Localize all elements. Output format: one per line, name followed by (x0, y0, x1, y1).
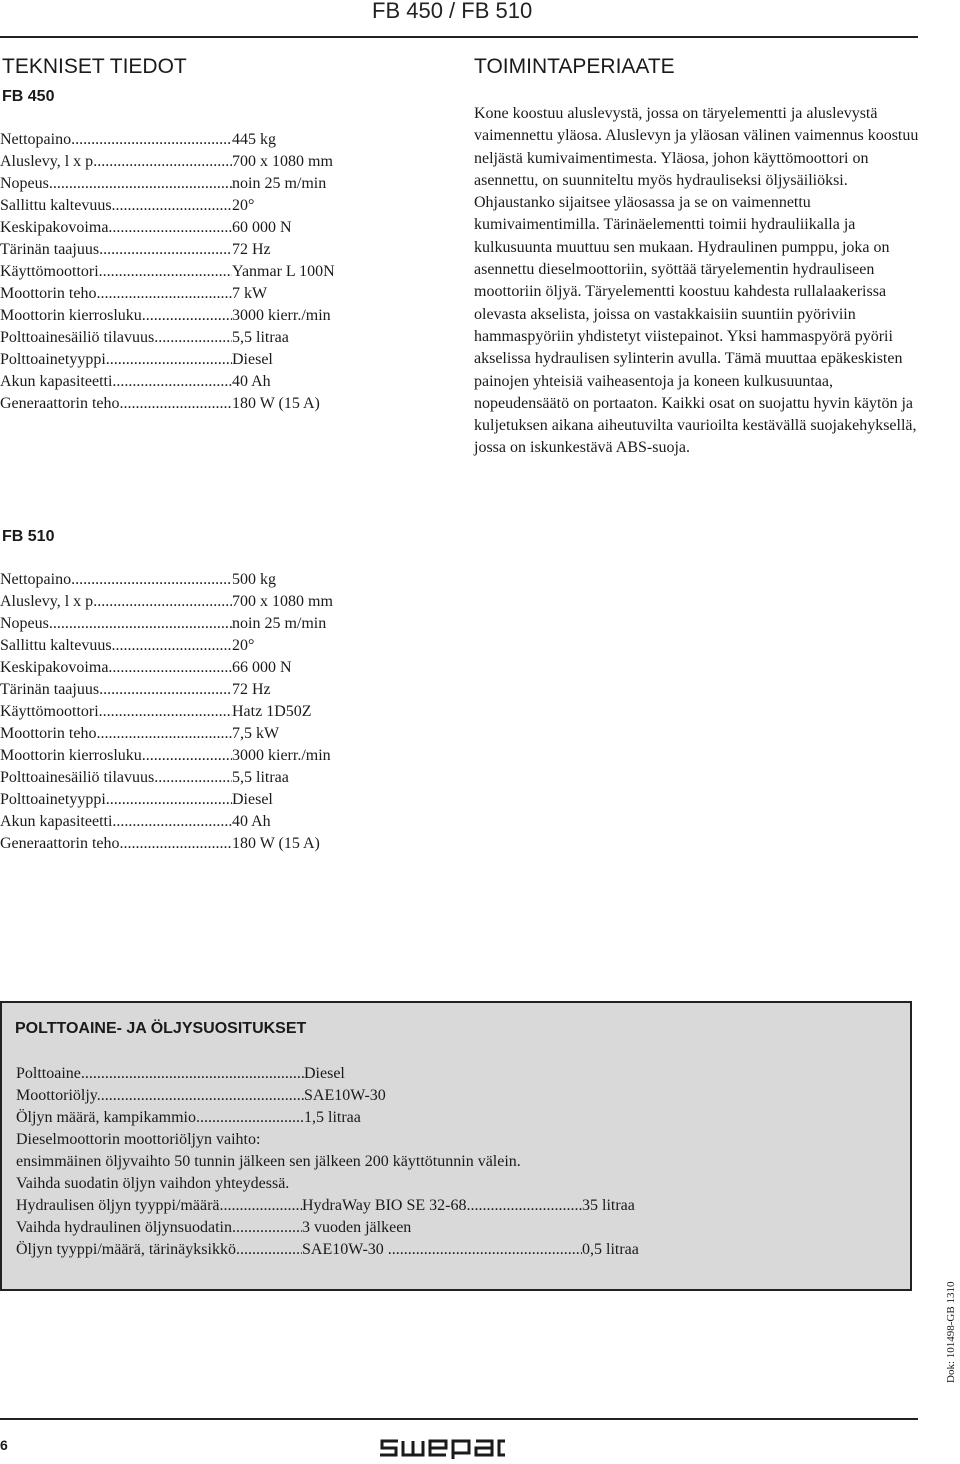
spec-value: 700 x 1080 mm (232, 593, 333, 610)
spec-row (0, 305, 335, 327)
fuel-label: Öljyn määrä, kampikammio ..... (16, 1107, 304, 1129)
footer-rule (0, 1418, 918, 1420)
spec-value: noin 25 m/min (232, 175, 327, 192)
fuel-row (16, 1063, 639, 1085)
spec-value: 66 000 N (232, 659, 292, 676)
spec-row (0, 635, 333, 657)
fuel-label: Hydraulisen öljyn tyyppi/määrä ..... (16, 1195, 302, 1217)
spec-label: Käyttömoottori ..... (0, 701, 232, 723)
spec-label: Generaattorin teho ..... (0, 833, 232, 855)
spec-label: Keskipakovoima ..... (0, 657, 232, 679)
spec-row (0, 239, 335, 261)
spec-label: Polttoainesäiliö tilavuus ..... (0, 327, 232, 349)
spec-value: Yanmar L 100N (232, 263, 335, 280)
spec-label: Moottorin kierrosluku ..... (0, 305, 232, 327)
swepac-logo (378, 1437, 506, 1464)
spec-row (0, 613, 333, 635)
swepac-logo-mark (378, 1437, 506, 1459)
fuel-row (16, 1129, 639, 1151)
spec-row (0, 789, 333, 811)
fb450-spec-list (0, 129, 335, 415)
spec-value: 5,5 litraa (232, 329, 289, 346)
spec-row (0, 261, 335, 283)
spec-value: 445 kg (232, 131, 276, 148)
spec-label: Moottorin teho ..... (0, 723, 232, 745)
fuel-type: SAE10W-30 ..... (302, 1239, 582, 1261)
fuel-value: 0,5 litraa (582, 1241, 639, 1258)
tech-heading: TEKNISET TIEDOT (2, 55, 187, 78)
fuel-row (16, 1085, 639, 1107)
document-id: Dok: 101498-GB 1310 (945, 1281, 957, 1383)
spec-value: 20° (232, 637, 255, 654)
fuel-value: Diesel (304, 1065, 345, 1082)
spec-label: Moottorin kierrosluku ..... (0, 745, 232, 767)
spec-row (0, 371, 335, 393)
spec-value: 20° (232, 197, 255, 214)
spec-row (0, 833, 333, 855)
spec-value: Hatz 1D50Z (232, 703, 312, 720)
fuel-text: ensimmäinen öljyvaihto 50 tunnin jälkeen sen jälkeen 200 käyttötunnin välein. (16, 1153, 521, 1170)
spec-label: Nettopaino ..... (0, 129, 232, 151)
spec-label: Tärinän taajuus ..... (0, 679, 232, 701)
spec-value: 180 W (15 A) (232, 835, 320, 852)
spec-label: Moottorin teho ..... (0, 283, 232, 305)
principle-heading: TOIMINTAPERIAATE (474, 55, 675, 78)
spec-row (0, 151, 335, 173)
fuel-row (16, 1107, 639, 1129)
spec-row (0, 283, 335, 305)
spec-label: Sallittu kaltevuus ..... (0, 635, 232, 657)
spec-value: 3000 kierr./min (232, 307, 331, 324)
spec-label: Akun kapasiteetti ..... (0, 811, 232, 833)
fuel-row (16, 1195, 639, 1217)
fuel-label: Polttoaine ..... (16, 1063, 304, 1085)
fb510-spec-list (0, 569, 333, 855)
spec-value: 40 Ah (232, 813, 271, 830)
spec-label: Nettopaino ..... (0, 569, 232, 591)
fb450-heading: FB 450 (2, 88, 55, 105)
fuel-type: HydraWay BIO SE 32-68 ..... (302, 1195, 582, 1217)
spec-row (0, 129, 335, 151)
spec-label: Polttoainetyyppi ..... (0, 789, 232, 811)
fuel-value: SAE10W-30 (304, 1087, 386, 1104)
fuel-value: 1,5 litraa (304, 1109, 361, 1126)
fuel-row (16, 1173, 639, 1195)
fuel-label: Vaihda hydraulinen öljynsuodatin ..... (16, 1217, 302, 1239)
spec-label: Käyttömoottori ..... (0, 261, 232, 283)
fuel-label: Öljyn tyyppi/määrä, tärinäyksikkö ..... (16, 1239, 302, 1261)
fuel-heading: POLTTOAINE- JA ÖLJYSUOSITUKSET (15, 1020, 307, 1037)
spec-label: Generaattorin teho ..... (0, 393, 232, 415)
fuel-text: Vaihda suodatin öljyn vaihdon yhteydessä. (16, 1175, 290, 1192)
fuel-text: Dieselmoottorin moottoriöljyn vaihto: (16, 1131, 261, 1148)
spec-value: 500 kg (232, 571, 276, 588)
spec-value: 3000 kierr./min (232, 747, 331, 764)
fuel-value: 35 litraa (582, 1197, 635, 1214)
spec-row (0, 327, 335, 349)
spec-row (0, 811, 333, 833)
spec-value: Diesel (232, 351, 273, 368)
spec-row (0, 767, 333, 789)
principle-paragraph: Kone koostuu aluslevystä, jossa on täryelementti ja aluslevystä vaimennettu yläosa. Aluslevyn ja yläosan välinen vaimennus koostuu neljästä kumivaimentimesta. Yläosa, johon käyttömoottori on asennettu, on suunniteltu myös hydrauliseksi öljysäiliöksi. Ohjaustanko sijaitsee yläosassa ja se on vaimennettu kumivaimentimilla. Tärinäelementti toimii hydrauliikalla ja kulkusuunta muuttuu sen mukaan. Hydraulinen pumppu, joka on asennettu dieselmoottoriin, syöttää täryelementin hydrauliseen moottoriin öljyä. Täryelementti koostuu kahdesta rullalaakerissa olevasta akselista, joissa on vastakkaisiin suuntiin pyöriviin hammaspyöriin yhdistetyt viistepainot. Yksi hammaspyörä pyörii akselissa hydraulisen sylinterin avulla. Tämä muuttaa epäkeskisten painojen yhteisiä vaiheasentoja ja koneen kulkusuuntaa, nopeudensäätö on portaaton. Kaikki osat on suojattu hyvin käytön ja kuljetuksen aikana aiheutuvilta vaurioilta kestävällä suojakehyksellä, jossa on iskunkestävä ABS-suoja. (474, 105, 919, 457)
spec-row (0, 195, 335, 217)
spec-row (0, 349, 335, 371)
spec-row (0, 591, 333, 613)
spec-row (0, 217, 335, 239)
spec-row (0, 701, 333, 723)
spec-label: Nopeus ..... (0, 173, 232, 195)
spec-row (0, 679, 333, 701)
spec-value: 72 Hz (232, 241, 271, 258)
header-rule (0, 36, 918, 38)
spec-label: Polttoainetyyppi ..... (0, 349, 232, 371)
fuel-value: 3 vuoden jälkeen (302, 1219, 412, 1236)
spec-row (0, 173, 335, 195)
spec-value: 5,5 litraa (232, 769, 289, 786)
spec-row (0, 657, 333, 679)
spec-label: Keskipakovoima ..... (0, 217, 232, 239)
spec-row (0, 745, 333, 767)
spec-label: Akun kapasiteetti ..... (0, 371, 232, 393)
spec-label: Nopeus ..... (0, 613, 232, 635)
spec-value: 180 W (15 A) (232, 395, 320, 412)
spec-value: 72 Hz (232, 681, 271, 698)
fuel-label: Moottoriöljy ..... (16, 1085, 304, 1107)
spec-label: Aluslevy, l x p ..... (0, 151, 232, 173)
spec-label: Tärinän taajuus ..... (0, 239, 232, 261)
principle-text (474, 103, 924, 460)
spec-value: 40 Ah (232, 373, 271, 390)
spec-row (0, 723, 333, 745)
spec-label: Sallittu kaltevuus ..... (0, 195, 232, 217)
spec-value: 700 x 1080 mm (232, 153, 333, 170)
fuel-list (16, 1063, 639, 1261)
spec-value: 7,5 kW (232, 725, 280, 742)
page-number: 6 (0, 1437, 8, 1453)
fb510-heading: FB 510 (2, 528, 55, 545)
spec-row (0, 393, 335, 415)
spec-value: 60 000 N (232, 219, 292, 236)
fuel-row (16, 1239, 639, 1261)
spec-value: 7 kW (232, 285, 268, 302)
spec-value: noin 25 m/min (232, 615, 327, 632)
spec-label: Polttoainesäiliö tilavuus ..... (0, 767, 232, 789)
spec-value: Diesel (232, 791, 273, 808)
spec-row (0, 569, 333, 591)
spec-label: Aluslevy, l x p ..... (0, 591, 232, 613)
page-header-title: FB 450 / FB 510 (372, 0, 533, 23)
fuel-row (16, 1217, 639, 1239)
fuel-row (16, 1151, 639, 1173)
